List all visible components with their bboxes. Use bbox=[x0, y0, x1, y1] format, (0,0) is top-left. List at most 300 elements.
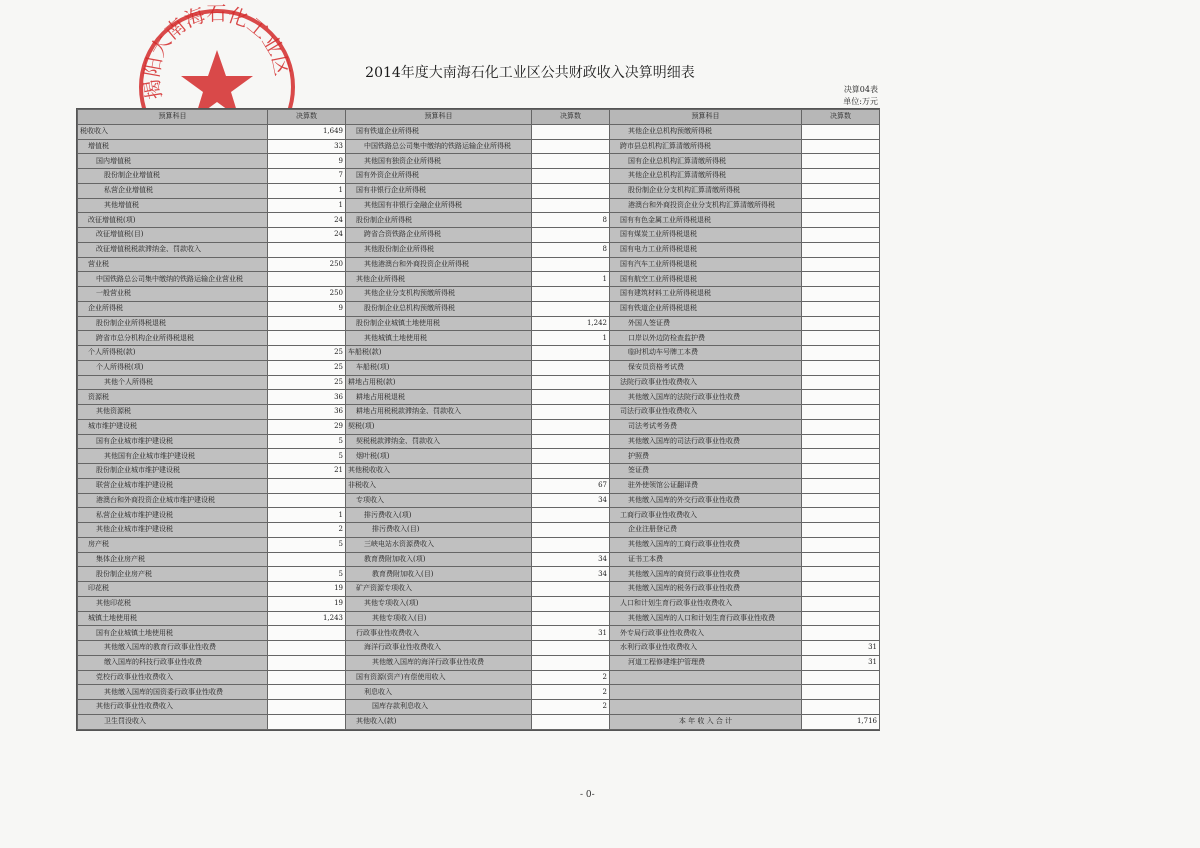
amount-cell bbox=[268, 700, 346, 715]
header-subject: 预算科目 bbox=[346, 110, 532, 125]
table-row bbox=[78, 552, 880, 567]
amount-cell: 1,242 bbox=[532, 316, 610, 331]
subject-cell: 国有汽车工业所得税退税 bbox=[610, 257, 802, 272]
amount-cell: 36 bbox=[268, 405, 346, 420]
amount-cell bbox=[802, 301, 880, 316]
subject-cell: 非税收入 bbox=[346, 478, 532, 493]
amount-cell bbox=[532, 375, 610, 390]
table-row bbox=[78, 183, 880, 198]
amount-cell bbox=[532, 596, 610, 611]
subject-cell: 耕地占用税(款) bbox=[346, 375, 532, 390]
amount-cell bbox=[268, 626, 346, 641]
subject-cell: 印花税 bbox=[78, 582, 268, 597]
subject-cell: 集体企业房产税 bbox=[78, 552, 268, 567]
subject-cell: 企业所得税 bbox=[78, 301, 268, 316]
table-row bbox=[78, 596, 880, 611]
amount-cell bbox=[802, 360, 880, 375]
subject-cell: 三峡电站水资源费收入 bbox=[346, 537, 532, 552]
subject-cell: 股份制企业分支机构汇算清缴所得税 bbox=[610, 183, 802, 198]
subject-cell: 城镇土地使用税 bbox=[78, 611, 268, 626]
subject-cell: 其他税收收入 bbox=[346, 464, 532, 479]
table-row bbox=[78, 685, 880, 700]
amount-cell: 250 bbox=[268, 287, 346, 302]
amount-cell bbox=[802, 537, 880, 552]
amount-cell bbox=[268, 242, 346, 257]
amount-cell bbox=[268, 685, 346, 700]
subject-cell: 其他国有独资企业所得税 bbox=[346, 154, 532, 169]
subject-cell: 国有企业总机构汇算清缴所得税 bbox=[610, 154, 802, 169]
subject-cell: 私营企业城市维护建设税 bbox=[78, 508, 268, 523]
subject-cell: 国有铁道企业所得税 bbox=[346, 124, 532, 139]
amount-cell bbox=[802, 552, 880, 567]
amount-cell bbox=[532, 419, 610, 434]
subject-cell: 股份制企业房产税 bbox=[78, 567, 268, 582]
amount-cell bbox=[802, 331, 880, 346]
subject-cell bbox=[610, 670, 802, 685]
subject-cell: 矿产资源专项收入 bbox=[346, 582, 532, 597]
amount-cell bbox=[802, 611, 880, 626]
amount-cell: 1 bbox=[268, 198, 346, 213]
amount-cell: 25 bbox=[268, 360, 346, 375]
amount-cell: 67 bbox=[532, 478, 610, 493]
table-row bbox=[78, 419, 880, 434]
subject-cell: 资源税 bbox=[78, 390, 268, 405]
form-code: 决算04表 bbox=[843, 85, 878, 94]
subject-cell: 联营企业城市维护建设税 bbox=[78, 478, 268, 493]
subject-cell: 其他缴入国库的商贸行政事业性收费 bbox=[610, 567, 802, 582]
table-row bbox=[78, 641, 880, 656]
subject-cell: 其他资源税 bbox=[78, 405, 268, 420]
amount-cell: 31 bbox=[802, 641, 880, 656]
header-amount: 决算数 bbox=[532, 110, 610, 125]
amount-cell: 31 bbox=[802, 655, 880, 670]
amount-cell bbox=[802, 198, 880, 213]
amount-cell bbox=[802, 154, 880, 169]
subject-cell bbox=[610, 685, 802, 700]
subject-cell: 其他缴入国库的海洋行政事业性收费 bbox=[346, 655, 532, 670]
table-row bbox=[78, 316, 880, 331]
subject-cell: 跨省市总分机构企业所得税退税 bbox=[78, 331, 268, 346]
subject-cell: 车船税(款) bbox=[346, 346, 532, 361]
subject-cell: 其他股份制企业所得税 bbox=[346, 242, 532, 257]
page-title: 2014年度大南海石化工业区公共财政收入决算明细表 bbox=[365, 65, 695, 81]
amount-cell bbox=[802, 375, 880, 390]
table-row bbox=[78, 434, 880, 449]
subject-cell: 其他增值税 bbox=[78, 198, 268, 213]
amount-cell: 19 bbox=[268, 596, 346, 611]
amount-cell bbox=[532, 582, 610, 597]
amount-cell bbox=[532, 183, 610, 198]
unit-label: 单位:万元 bbox=[843, 97, 878, 106]
subject-cell: 临时机动车号牌工本费 bbox=[610, 346, 802, 361]
revenue-table-container bbox=[76, 108, 880, 731]
subject-cell: 国有非银行企业所得税 bbox=[346, 183, 532, 198]
subject-cell: 其他行政事业性收费收入 bbox=[78, 700, 268, 715]
table-row bbox=[78, 567, 880, 582]
amount-cell bbox=[802, 390, 880, 405]
subject-cell: 驻外使领馆公证翻译费 bbox=[610, 478, 802, 493]
svg-text:揭阳大南海石化工业区: 揭阳大南海石化工业区 bbox=[139, 2, 295, 102]
amount-cell bbox=[268, 331, 346, 346]
amount-cell: 29 bbox=[268, 419, 346, 434]
amount-cell: 7 bbox=[268, 169, 346, 184]
amount-cell: 36 bbox=[268, 390, 346, 405]
subject-cell: 利息收入 bbox=[346, 685, 532, 700]
subject-cell: 国有煤炭工业所得税退税 bbox=[610, 228, 802, 243]
subject-cell: 烟叶税(项) bbox=[346, 449, 532, 464]
subject-cell: 党校行政事业性收费收入 bbox=[78, 670, 268, 685]
amount-cell bbox=[802, 670, 880, 685]
amount-cell: 1 bbox=[532, 331, 610, 346]
amount-cell: 24 bbox=[268, 228, 346, 243]
table-row bbox=[78, 537, 880, 552]
amount-cell bbox=[268, 670, 346, 685]
subject-cell: 其他企业分支机构预缴所得税 bbox=[346, 287, 532, 302]
amount-cell: 25 bbox=[268, 375, 346, 390]
table-row bbox=[78, 213, 880, 228]
subject-cell: 国有航空工业所得税退税 bbox=[610, 272, 802, 287]
amount-cell: 5 bbox=[268, 567, 346, 582]
table-row bbox=[78, 198, 880, 213]
amount-cell bbox=[802, 124, 880, 139]
subject-cell: 国有电力工业所得税退税 bbox=[610, 242, 802, 257]
subject-cell: 司法行政事业性收费收入 bbox=[610, 405, 802, 420]
amount-cell bbox=[802, 582, 880, 597]
amount-cell bbox=[532, 301, 610, 316]
amount-cell bbox=[802, 508, 880, 523]
subject-cell: 国有铁道企业所得税退税 bbox=[610, 301, 802, 316]
amount-cell bbox=[802, 434, 880, 449]
subject-cell: 企业注册登记费 bbox=[610, 523, 802, 538]
header-subject: 预算科目 bbox=[610, 110, 802, 125]
table-row bbox=[78, 523, 880, 538]
subject-cell: 股份制企业总机构预缴所得税 bbox=[346, 301, 532, 316]
subject-cell: 改征增值税税款滞纳金、罚款收入 bbox=[78, 242, 268, 257]
table-row bbox=[78, 390, 880, 405]
table-header-row bbox=[78, 110, 880, 125]
subject-cell: 国库存款利息收入 bbox=[346, 700, 532, 715]
amount-cell bbox=[532, 169, 610, 184]
subject-cell: 国有有色金属工业所得税退税 bbox=[610, 213, 802, 228]
subject-cell: 国有外资企业所得税 bbox=[346, 169, 532, 184]
amount-cell bbox=[532, 257, 610, 272]
subject-cell: 口岸以外边防检查监护费 bbox=[610, 331, 802, 346]
amount-cell: 34 bbox=[532, 567, 610, 582]
subject-cell: 国有建筑材料工业所得税退税 bbox=[610, 287, 802, 302]
amount-cell bbox=[532, 360, 610, 375]
subject-cell: 车船税(项) bbox=[346, 360, 532, 375]
amount-cell bbox=[802, 346, 880, 361]
subject-cell: 跨省合资铁路企业所得税 bbox=[346, 228, 532, 243]
subject-cell: 港澳台和外商投资企业分支机构汇算清缴所得税 bbox=[610, 198, 802, 213]
amount-cell bbox=[268, 714, 346, 729]
subject-cell: 其他缴入国库的教育行政事业性收费 bbox=[78, 641, 268, 656]
table-row bbox=[78, 375, 880, 390]
subject-cell: 保安员资格考试费 bbox=[610, 360, 802, 375]
subject-cell: 国有企业城镇土地使用税 bbox=[78, 626, 268, 641]
subject-cell: 海洋行政事业性收费收入 bbox=[346, 641, 532, 656]
revenue-table bbox=[77, 109, 880, 730]
amount-cell bbox=[532, 714, 610, 729]
table-body bbox=[78, 124, 880, 729]
table-row bbox=[78, 405, 880, 420]
table-row bbox=[78, 272, 880, 287]
amount-cell bbox=[532, 508, 610, 523]
amount-cell bbox=[532, 390, 610, 405]
amount-cell: 31 bbox=[532, 626, 610, 641]
amount-cell: 1,716 bbox=[802, 714, 880, 729]
amount-cell: 1 bbox=[268, 508, 346, 523]
amount-cell bbox=[532, 228, 610, 243]
amount-cell bbox=[802, 523, 880, 538]
amount-cell bbox=[802, 213, 880, 228]
table-row bbox=[78, 242, 880, 257]
subject-cell: 改征增值税(项) bbox=[78, 213, 268, 228]
amount-cell bbox=[802, 139, 880, 154]
subject-cell: 国内增值税 bbox=[78, 154, 268, 169]
subject-cell: 城市维护建设税 bbox=[78, 419, 268, 434]
table-row bbox=[78, 508, 880, 523]
amount-cell bbox=[532, 287, 610, 302]
subject-cell: 改征增值税(目) bbox=[78, 228, 268, 243]
amount-cell: 1,649 bbox=[268, 124, 346, 139]
amount-cell: 24 bbox=[268, 213, 346, 228]
amount-cell: 2 bbox=[532, 700, 610, 715]
subject-cell: 营业税 bbox=[78, 257, 268, 272]
table-row bbox=[78, 331, 880, 346]
subject-cell: 卫生罚没收入 bbox=[78, 714, 268, 729]
subject-cell: 水利行政事业性收费收入 bbox=[610, 641, 802, 656]
header-subject: 预算科目 bbox=[78, 110, 268, 125]
table-row bbox=[78, 346, 880, 361]
table-row bbox=[78, 478, 880, 493]
subject-cell: 其他缴入国库的外交行政事业性收费 bbox=[610, 493, 802, 508]
subject-cell: 股份制企业增值税 bbox=[78, 169, 268, 184]
amount-cell bbox=[532, 124, 610, 139]
amount-cell bbox=[802, 405, 880, 420]
amount-cell bbox=[532, 537, 610, 552]
amount-cell: 19 bbox=[268, 582, 346, 597]
subject-cell: 其他企业总机构汇算清缴所得税 bbox=[610, 169, 802, 184]
amount-cell: 5 bbox=[268, 434, 346, 449]
subject-cell: 其他国有企业城市维护建设税 bbox=[78, 449, 268, 464]
amount-cell bbox=[802, 287, 880, 302]
amount-cell: 34 bbox=[532, 552, 610, 567]
amount-cell bbox=[802, 493, 880, 508]
table-row bbox=[78, 360, 880, 375]
subject-cell: 其他企业所得税 bbox=[346, 272, 532, 287]
subject-cell: 股份制企业所得税 bbox=[346, 213, 532, 228]
amount-cell: 1 bbox=[268, 183, 346, 198]
subject-cell: 其他专项收入(目) bbox=[346, 611, 532, 626]
amount-cell bbox=[268, 552, 346, 567]
amount-cell bbox=[802, 242, 880, 257]
subject-cell: 房产税 bbox=[78, 537, 268, 552]
table-row bbox=[78, 714, 880, 729]
subject-cell: 其他缴入国库的税务行政事业性收费 bbox=[610, 582, 802, 597]
amount-cell bbox=[532, 655, 610, 670]
amount-cell: 1 bbox=[532, 272, 610, 287]
subject-cell: 其他收入(款) bbox=[346, 714, 532, 729]
amount-cell bbox=[532, 523, 610, 538]
table-row bbox=[78, 582, 880, 597]
subject-cell: 税收收入 bbox=[78, 124, 268, 139]
amount-cell: 34 bbox=[532, 493, 610, 508]
subject-cell: 排污费收入(目) bbox=[346, 523, 532, 538]
subject-cell: 其他城镇土地使用税 bbox=[346, 331, 532, 346]
subject-cell: 私营企业增值税 bbox=[78, 183, 268, 198]
table-row bbox=[78, 287, 880, 302]
amount-cell: 8 bbox=[532, 213, 610, 228]
amount-cell bbox=[802, 464, 880, 479]
amount-cell: 250 bbox=[268, 257, 346, 272]
amount-cell bbox=[802, 183, 880, 198]
table-row bbox=[78, 655, 880, 670]
amount-cell bbox=[268, 272, 346, 287]
subject-cell: 一般营业税 bbox=[78, 287, 268, 302]
subject-cell: 耕地占用税税款滞纳金、罚款收入 bbox=[346, 405, 532, 420]
amount-cell: 2 bbox=[268, 523, 346, 538]
subject-cell: 外专局行政事业性收费收入 bbox=[610, 626, 802, 641]
amount-cell: 2 bbox=[532, 685, 610, 700]
table-row bbox=[78, 154, 880, 169]
subject-cell: 工商行政事业性收费收入 bbox=[610, 508, 802, 523]
subject-cell: 专项收入 bbox=[346, 493, 532, 508]
subject-cell: 行政事业性收费收入 bbox=[346, 626, 532, 641]
amount-cell bbox=[802, 478, 880, 493]
amount-cell: 1,243 bbox=[268, 611, 346, 626]
amount-cell bbox=[802, 596, 880, 611]
table-row bbox=[78, 124, 880, 139]
subject-cell: 签证费 bbox=[610, 464, 802, 479]
table-row bbox=[78, 700, 880, 715]
subject-cell: 外国人签证费 bbox=[610, 316, 802, 331]
amount-cell bbox=[268, 493, 346, 508]
header-amount: 决算数 bbox=[802, 110, 880, 125]
subject-cell: 中国铁路总公司集中缴纳的铁路运输企业所得税 bbox=[346, 139, 532, 154]
subject-cell: 其他缴入国库的工商行政事业性收费 bbox=[610, 537, 802, 552]
subject-cell: 河道工程修建维护管理费 bbox=[610, 655, 802, 670]
subject-cell: 其他缴入国库的人口和计划生育行政事业性收费 bbox=[610, 611, 802, 626]
subject-cell: 司法考试考务费 bbox=[610, 419, 802, 434]
subject-cell: 排污费收入(项) bbox=[346, 508, 532, 523]
subject-cell: 契税(项) bbox=[346, 419, 532, 434]
subject-cell: 中国铁路总公司集中缴纳的铁路运输企业营业税 bbox=[78, 272, 268, 287]
amount-cell: 2 bbox=[532, 670, 610, 685]
amount-cell bbox=[532, 641, 610, 656]
table-row bbox=[78, 228, 880, 243]
amount-cell bbox=[268, 316, 346, 331]
amount-cell: 8 bbox=[532, 242, 610, 257]
subject-cell: 其他缴入国库的国资委行政事业性收费 bbox=[78, 685, 268, 700]
subject-cell: 其他企业城市维护建设税 bbox=[78, 523, 268, 538]
amount-cell: 9 bbox=[268, 301, 346, 316]
amount-cell bbox=[802, 626, 880, 641]
subject-cell: 国有资源(资产)有偿使用收入 bbox=[346, 670, 532, 685]
amount-cell bbox=[802, 449, 880, 464]
table-row bbox=[78, 611, 880, 626]
amount-cell bbox=[802, 272, 880, 287]
subject-cell: 增值税 bbox=[78, 139, 268, 154]
amount-cell: 5 bbox=[268, 449, 346, 464]
amount-cell bbox=[802, 419, 880, 434]
amount-cell: 33 bbox=[268, 139, 346, 154]
subject-cell: 人口和计划生育行政事业性收费收入 bbox=[610, 596, 802, 611]
amount-cell bbox=[268, 641, 346, 656]
subject-cell: 其他企业总机构预缴所得税 bbox=[610, 124, 802, 139]
subject-cell: 其他缴入国库的司法行政事业性收费 bbox=[610, 434, 802, 449]
table-row bbox=[78, 169, 880, 184]
amount-cell bbox=[268, 655, 346, 670]
subject-cell: 股份制企业所得税退税 bbox=[78, 316, 268, 331]
table-row bbox=[78, 257, 880, 272]
amount-cell: 9 bbox=[268, 154, 346, 169]
subject-cell: 其他港澳台和外商投资企业所得税 bbox=[346, 257, 532, 272]
table-row bbox=[78, 626, 880, 641]
subject-cell: 教育费附加收入(项) bbox=[346, 552, 532, 567]
amount-cell bbox=[532, 346, 610, 361]
subject-cell: 股份制企业城市维护建设税 bbox=[78, 464, 268, 479]
amount-cell bbox=[532, 611, 610, 626]
subject-cell: 港澳台和外商投资企业城市维护建设税 bbox=[78, 493, 268, 508]
amount-cell bbox=[802, 169, 880, 184]
subject-cell: 股份制企业城镇土地使用税 bbox=[346, 316, 532, 331]
table-row bbox=[78, 301, 880, 316]
subject-cell: 本 年 收 入 合 计 bbox=[610, 714, 802, 729]
amount-cell bbox=[802, 567, 880, 582]
amount-cell: 21 bbox=[268, 464, 346, 479]
subject-cell: 教育费附加收入(目) bbox=[346, 567, 532, 582]
subject-cell bbox=[610, 700, 802, 715]
amount-cell bbox=[532, 464, 610, 479]
amount-cell bbox=[802, 700, 880, 715]
amount-cell bbox=[532, 198, 610, 213]
amount-cell bbox=[532, 154, 610, 169]
table-row bbox=[78, 139, 880, 154]
page-number: - 0- bbox=[580, 790, 595, 800]
subject-cell: 契税税款滞纳金、罚款收入 bbox=[346, 434, 532, 449]
amount-cell bbox=[802, 228, 880, 243]
subject-cell: 其他国有非银行金融企业所得税 bbox=[346, 198, 532, 213]
subject-cell: 个人所得税(款) bbox=[78, 346, 268, 361]
amount-cell bbox=[532, 405, 610, 420]
header-amount: 决算数 bbox=[268, 110, 346, 125]
amount-cell bbox=[268, 478, 346, 493]
subject-cell: 缴入国库的科技行政事业性收费 bbox=[78, 655, 268, 670]
subject-cell: 个人所得税(项) bbox=[78, 360, 268, 375]
table-row bbox=[78, 464, 880, 479]
subject-cell: 其他缴入国库的法院行政事业性收费 bbox=[610, 390, 802, 405]
amount-cell bbox=[532, 139, 610, 154]
subject-cell: 护照费 bbox=[610, 449, 802, 464]
amount-cell: 25 bbox=[268, 346, 346, 361]
table-row bbox=[78, 670, 880, 685]
subject-cell: 其他个人所得税 bbox=[78, 375, 268, 390]
subject-cell: 跨市县总机构汇算清缴所得税 bbox=[610, 139, 802, 154]
table-row bbox=[78, 493, 880, 508]
amount-cell bbox=[802, 685, 880, 700]
subject-cell: 耕地占用税退税 bbox=[346, 390, 532, 405]
table-row bbox=[78, 449, 880, 464]
subject-cell: 证书工本费 bbox=[610, 552, 802, 567]
subject-cell: 国有企业城市维护建设税 bbox=[78, 434, 268, 449]
subject-cell: 其他印花税 bbox=[78, 596, 268, 611]
amount-cell bbox=[802, 316, 880, 331]
amount-cell bbox=[802, 257, 880, 272]
amount-cell bbox=[532, 449, 610, 464]
amount-cell bbox=[532, 434, 610, 449]
subject-cell: 其他专项收入(项) bbox=[346, 596, 532, 611]
